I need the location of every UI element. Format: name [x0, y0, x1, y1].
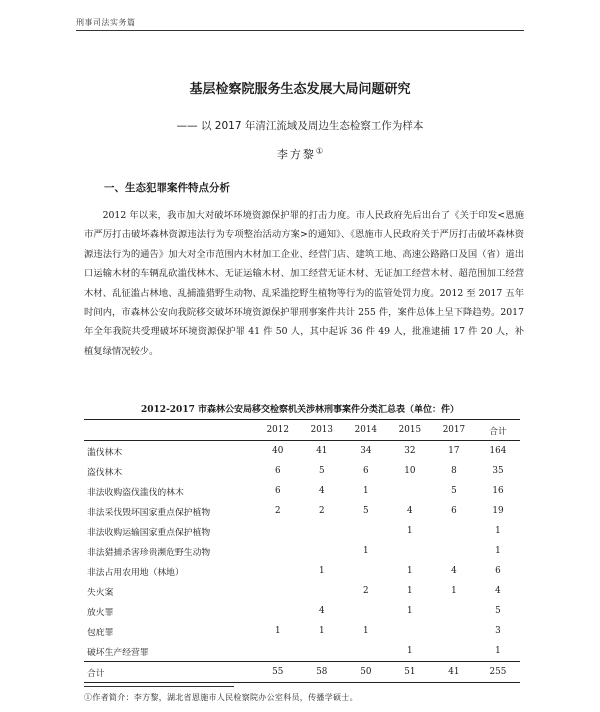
- table-header-cell: 2014: [354, 425, 378, 435]
- table-cell: [256, 521, 300, 541]
- table-cell: [344, 601, 388, 621]
- row-label: 非法采伐毁坏国家重点保护植物: [87, 507, 211, 518]
- table-header-cell: [84, 420, 256, 441]
- row-label: 非法收购盗伐滥伐的林木: [87, 487, 184, 498]
- row-label: 失火案: [87, 587, 114, 598]
- table-cell: [432, 601, 476, 621]
- row-label: 非法收购运输国家重点保护植物: [87, 527, 211, 538]
- row-label: 包庇罪: [87, 627, 114, 638]
- table-cell: 2: [274, 506, 281, 516]
- table-cell: [300, 521, 344, 541]
- table-cell: [388, 541, 432, 561]
- article-subtitle: —— 以 2017 年清江流域及周边生态检察工作为样本: [176, 120, 424, 132]
- table-cell: 16: [492, 486, 504, 496]
- table-row: [84, 621, 520, 641]
- table-cell: [256, 641, 300, 662]
- table-cell: [300, 581, 344, 601]
- table-cell: 164: [489, 446, 507, 456]
- table-cell: [432, 641, 476, 662]
- table-row: [84, 541, 520, 561]
- table-header-cell: 2013: [310, 425, 333, 435]
- table-cell: 1: [363, 546, 369, 556]
- table-cell: 6: [495, 566, 501, 576]
- table-cell: 6: [274, 486, 281, 496]
- table-cell: 35: [492, 466, 504, 476]
- table-cell: 4: [407, 506, 413, 516]
- table-cell: 10: [404, 466, 416, 476]
- table-row: [84, 581, 520, 601]
- table-cell: [256, 601, 300, 621]
- table-cell: 1: [495, 646, 501, 656]
- table-cell: 1: [451, 586, 457, 596]
- table-row: [84, 601, 520, 621]
- table-cell: 50: [360, 667, 372, 677]
- row-label: 滥伐林木: [87, 447, 123, 458]
- table-row: [84, 521, 520, 541]
- table-cell: [300, 541, 344, 561]
- row-label: 非法猎捕杀害珍贵濒危野生动物: [87, 547, 211, 558]
- table-row: [84, 561, 520, 581]
- table-cell: 6: [451, 506, 457, 516]
- table-cell: 1: [363, 626, 369, 636]
- running-header: 刑事司法实务篇: [76, 18, 136, 27]
- table-caption: 2012-2017 市森林公安局移交检察机关涉林刑事案件分类汇总表（单位：件）: [141, 405, 459, 415]
- table-cell: 6: [274, 466, 281, 476]
- table-cell: 41: [316, 446, 328, 456]
- table-cell: 1: [274, 626, 281, 636]
- table-row: [84, 441, 520, 462]
- table-cell: 1: [495, 546, 501, 556]
- row-label: 破坏生产经营罪: [87, 647, 149, 658]
- table-cell: [432, 521, 476, 541]
- table-cell: [344, 641, 388, 662]
- table-cell: [388, 621, 432, 641]
- table-cell: 8: [451, 466, 457, 476]
- table-cell: 1: [318, 566, 325, 576]
- table-cell: [344, 521, 388, 541]
- table-cell: 1: [407, 606, 413, 616]
- table-cell: 1: [495, 526, 501, 536]
- row-label: 盗伐林木: [87, 467, 123, 478]
- table-cell: 40: [272, 446, 284, 456]
- table-cell: 4: [318, 486, 325, 496]
- table-cell: 1: [407, 586, 413, 596]
- footnote: ①作者简介：李方黎，湖北省恩施市人民检察院办公室科员，传播学硕士。: [84, 693, 358, 702]
- table-header-cell: 合计: [489, 426, 507, 437]
- table-cell: 5: [363, 506, 369, 516]
- header-rule: [76, 30, 524, 31]
- table-cell: 5: [318, 466, 325, 476]
- table-cell: [388, 481, 432, 501]
- table-cell: 5: [495, 606, 501, 616]
- table-cell: 19: [492, 506, 504, 516]
- row-label: 放火罪: [87, 607, 114, 618]
- table-cell: 17: [448, 446, 460, 456]
- section-heading: 一、生态犯罪案件特点分析: [104, 182, 230, 194]
- table-total-row: [84, 662, 520, 683]
- author-name: 李方黎: [276, 148, 316, 161]
- table-cell: [256, 581, 300, 601]
- article-title: 基层检察院服务生态发展大局问题研究: [189, 82, 411, 97]
- table-cell: 58: [316, 667, 328, 677]
- table-header-cell: 2015: [398, 425, 422, 435]
- table-cell: 4: [451, 566, 457, 576]
- table-cell: 55: [272, 667, 284, 677]
- body-paragraph: 2012 年以来，我市加大对破坏环境资源保护罪的打击力度。市人民政府先后出台了《关于印发<恩施市严厉打击破坏森林资源违法行为专项整治活动方案>的通知》、《恩施市人民政府关于严厉打击破坏森林资源违法行为的通告》加大对全市范围内木材加工企业、经营门店、建筑工地、高速公路路口及国（省）道出口运输木材的车辆乱砍滥伐林木、无证运输木材、加工经营无证木材、无证加工经营木材、超范围加工经营木材、乱征滥占林地、乱捕滥猎野生动物、乱采滥挖野生植物等行为的监管处罚力度。2012 至 2017 五年时间内，市森林公安向我院移交破坏环境资源保护罪刑事案件共计 255 件，案件总体上呈下降趋势。2017 年全年我院共受理破坏环境资源保护罪 41 件 50 人，其中起诉 36 件 49 人，批准逮捕 17 件 20 人，补植复绿情况较少。: [84, 210, 524, 357]
- table-cell: [256, 541, 300, 561]
- case-summary-table: [84, 419, 520, 683]
- table-cell: 255: [489, 667, 507, 677]
- table-header-cell: 2012: [266, 425, 289, 435]
- table-cell: 34: [360, 446, 372, 456]
- table-cell: 1: [407, 646, 413, 656]
- table-cell: 1: [407, 526, 413, 536]
- table-cell: [432, 621, 476, 641]
- table-row: [84, 641, 520, 662]
- table-cell: [256, 561, 300, 581]
- author-line: [0, 146, 600, 162]
- table-cell: [344, 561, 388, 581]
- table-row: [84, 461, 520, 481]
- table-cell: 6: [363, 466, 369, 476]
- table-cell: 5: [451, 486, 457, 496]
- table-cell: 2: [363, 586, 369, 596]
- row-label: 非法占用农用地（林地）: [87, 567, 184, 578]
- table-cell: [300, 641, 344, 662]
- table-cell: 1: [407, 566, 413, 576]
- table-cell: 51: [404, 667, 416, 677]
- table-header-row: [84, 420, 520, 441]
- table-cell: 3: [495, 626, 501, 636]
- table-cell: [432, 541, 476, 561]
- table-row: [84, 481, 520, 501]
- author-footnote-mark: ①: [315, 146, 324, 156]
- row-label: 合计: [87, 668, 105, 679]
- table-cell: 4: [318, 606, 325, 616]
- table-row: [84, 501, 520, 521]
- table-cell: 32: [404, 446, 416, 456]
- table-cell: 1: [318, 626, 325, 636]
- footnote-rule: [84, 686, 234, 687]
- table-cell: 4: [495, 586, 501, 596]
- table-cell: 2: [318, 506, 325, 516]
- table-cell: 1: [363, 486, 369, 496]
- table-cell: 41: [448, 667, 460, 677]
- table-header-cell: 2017: [442, 425, 466, 435]
